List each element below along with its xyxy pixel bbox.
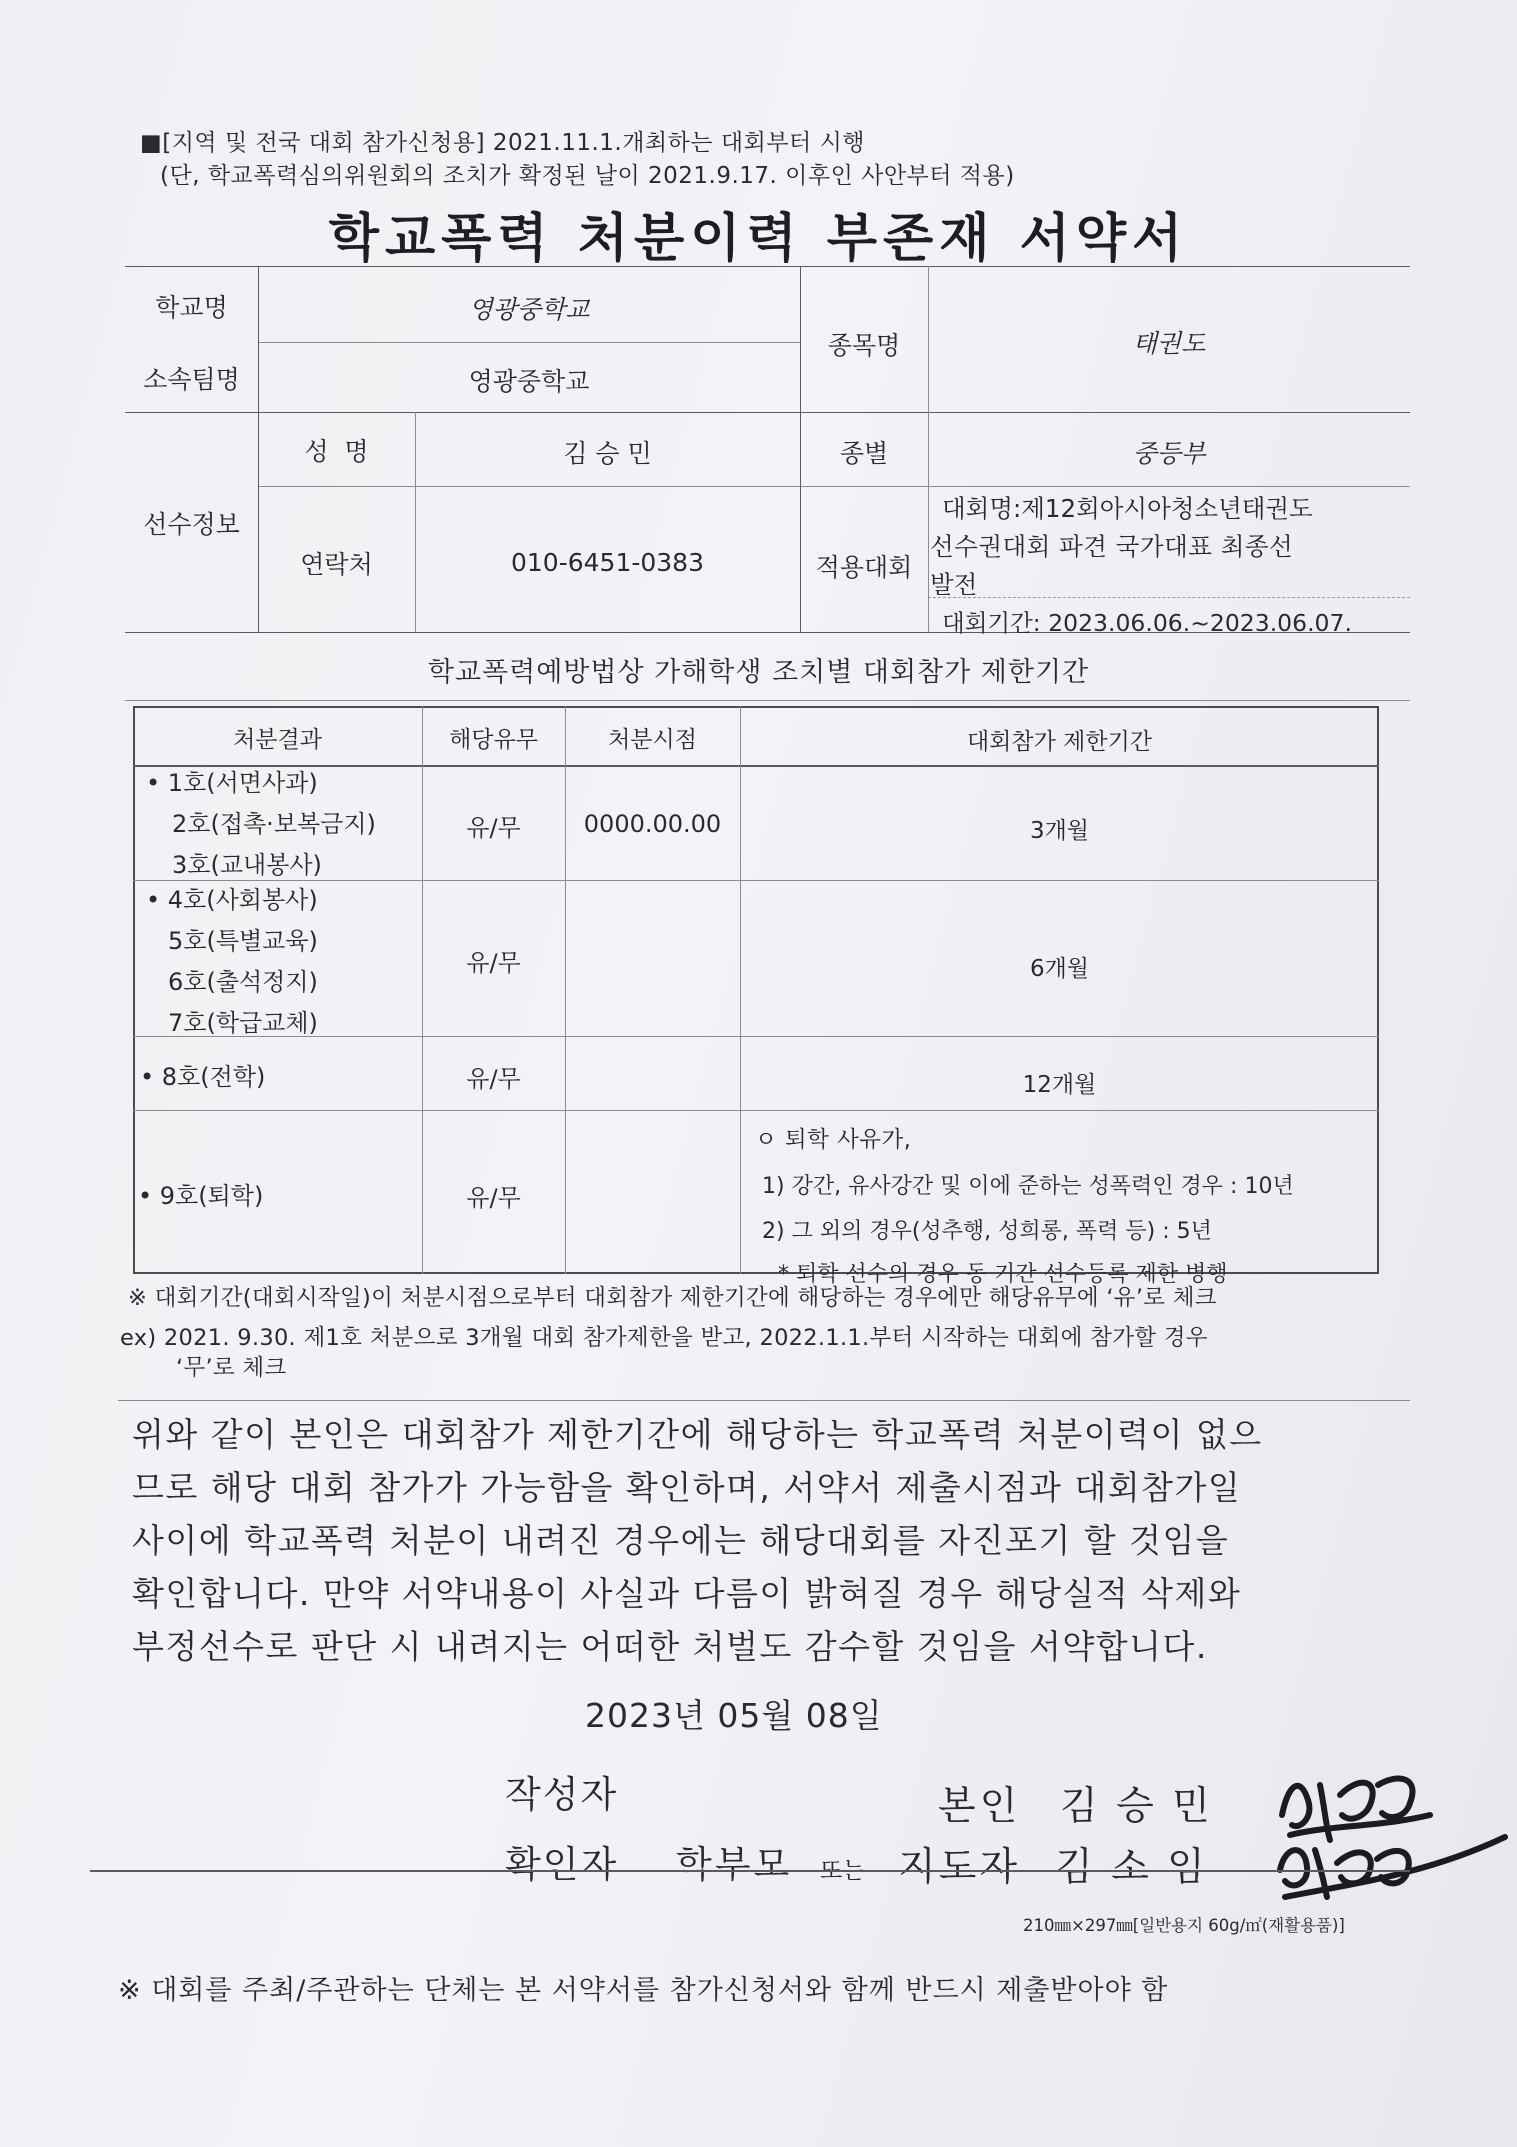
header-line1: ■[지역 및 전국 대회 참가신청용] 2021.11.1.개최하는 대회부터 시행 xyxy=(140,130,866,156)
header-period: 대회참가 제한기간 xyxy=(966,729,1153,755)
confirmer-role-parent: 학부모 xyxy=(676,1843,793,1886)
result-item: 2호(접촉·보복금지) xyxy=(172,810,376,838)
restriction-section-title: 학교폭력예방법상 가해학생 조치별 대회참가 제한기간 xyxy=(427,657,1090,688)
footer-notice: ※ 대회를 주최/주관하는 단체는 본 서약서를 참가신청서와 함께 반드시 제출받아야 함 xyxy=(118,1975,1169,2006)
paper-spec: 210㎜×297㎜[일반용지 60g/㎡(재활용품)] xyxy=(1023,1916,1345,1935)
confirmer-signature-text xyxy=(1283,1853,1335,1879)
team-value: 영광중학교 xyxy=(468,367,590,396)
tournament-label: 적용대회 xyxy=(815,553,913,582)
header-line2: (단, 학교폭력심의위원회의 조치가 확정된 날이 2021.9.17. 이후인 사안부터 적용) xyxy=(160,163,1015,189)
name-value: 김 승 민 xyxy=(563,439,652,468)
header-applicable: 해당유무 xyxy=(449,727,538,753)
division-value: 중등부 xyxy=(1132,439,1206,468)
tournament-period: 대회기간: 2023.06.06.~2023.06.07. xyxy=(942,609,1352,637)
header-date: 처분시점 xyxy=(608,727,697,753)
school-value: 영광중학교 xyxy=(468,295,590,324)
division-label: 종별 xyxy=(839,439,889,468)
tournament-name-line1: 대회명:제12회아시아청소년태권도 xyxy=(942,494,1313,523)
period-line: * 퇴학 선수의 경우 동 기간 선수등록 제한 병행 xyxy=(778,1262,1228,1287)
tournament-name-line3: 발전 xyxy=(930,570,978,599)
school-label: 학교명 xyxy=(155,293,228,322)
pledge-line: 사이에 학교폭력 처분이 내려진 경우에는 해당대회를 자진포기 할 것임을 xyxy=(132,1521,1230,1560)
writer-label: 작성자 xyxy=(505,1773,619,1816)
result-item: 3호(교내봉사) xyxy=(172,851,322,879)
writer-role: 본인 xyxy=(938,1784,1022,1829)
pledge-line: 확인합니다. 만약 서약내용이 사실과 다름이 밝혀질 경우 해당실적 삭제와 xyxy=(132,1574,1242,1613)
note-line1: ※ 대회기간(대회시작일)이 처분시점으로부터 대회참가 제한기간에 해당하는 경우에만 해당유무에 ‘유’로 체크 xyxy=(128,1285,1217,1311)
pledge-line: 므로 해당 대회 참가가 가능함을 확인하며, 서약서 제출시점과 대회참가일 xyxy=(132,1468,1242,1507)
note-line2: ex) 2021. 9.30. 제1호 처분으로 3개월 대회 참가제한을 받고, 2022.1.1.부터 시작하는 대회에 참가할 경우 xyxy=(120,1325,1208,1351)
confirmer-name: 김 소 임 xyxy=(1055,1845,1208,1890)
period-value: 6개월 xyxy=(1029,956,1090,982)
period-line: 2) 그 외의 경우(성추행, 성희롱, 폭력 등) : 5년 xyxy=(762,1219,1212,1244)
period-value: 12개월 xyxy=(1022,1072,1097,1098)
result-item: 6호(출석정지) xyxy=(168,968,318,996)
event-label: 종목명 xyxy=(827,331,901,360)
player-label: 선수정보 xyxy=(143,510,240,539)
note-line3: ‘무’로 체크 xyxy=(176,1355,287,1381)
tournament-name-line2: 선수권대회 파견 국가대표 최종선 xyxy=(930,532,1294,561)
result-item: • 9호(퇴학) xyxy=(138,1182,264,1210)
date-value: 0000.00.00 xyxy=(583,810,722,838)
or-text: 또는 xyxy=(820,1858,865,1884)
applicable-value: 유/무 xyxy=(466,1184,521,1212)
applicable-value: 유/무 xyxy=(466,949,521,977)
contact-value: 010-6451-0383 xyxy=(510,548,704,577)
result-item: 5호(특별교육) xyxy=(168,927,318,955)
period-value: 3개월 xyxy=(1029,818,1090,844)
document-title: 학교폭력 처분이력 부존재 서약서 xyxy=(328,209,1189,269)
writer-name: 김 승 민 xyxy=(1060,1784,1213,1829)
pledge-line: 위와 같이 본인은 대회참가 제한기간에 해당하는 학교폭력 처분이력이 없으 xyxy=(132,1415,1263,1454)
name-label: 성 명 xyxy=(304,437,369,466)
pledge-date: 2023년 05월 08일 xyxy=(585,1696,883,1735)
applicable-value: 유/무 xyxy=(466,1065,521,1093)
period-line: ㅇ 퇴학 사유가, xyxy=(755,1127,912,1153)
result-item: • 8호(전학) xyxy=(140,1063,266,1091)
event-value: 태권도 xyxy=(1132,329,1206,358)
period-line: 1) 강간, 유사강간 및 이에 준하는 성폭력인 경우 : 10년 xyxy=(762,1174,1294,1199)
pledge-line: 부정선수로 판단 시 내려지는 어떠한 처벌도 감수할 것임을 서약합니다. xyxy=(132,1627,1208,1666)
applicable-value: 유/무 xyxy=(466,814,521,842)
confirmer-label: 확인자 xyxy=(505,1843,619,1886)
result-item: • 1호(서면사과) xyxy=(146,769,318,797)
contact-label: 연락처 xyxy=(300,550,373,579)
result-item: • 4호(사회봉사) xyxy=(146,886,318,914)
result-item: 7호(학급교체) xyxy=(168,1009,318,1037)
confirmer-role-coach: 지도자 xyxy=(898,1845,1021,1890)
team-label: 소속팀명 xyxy=(143,365,240,394)
header-result: 처분결과 xyxy=(233,727,322,753)
